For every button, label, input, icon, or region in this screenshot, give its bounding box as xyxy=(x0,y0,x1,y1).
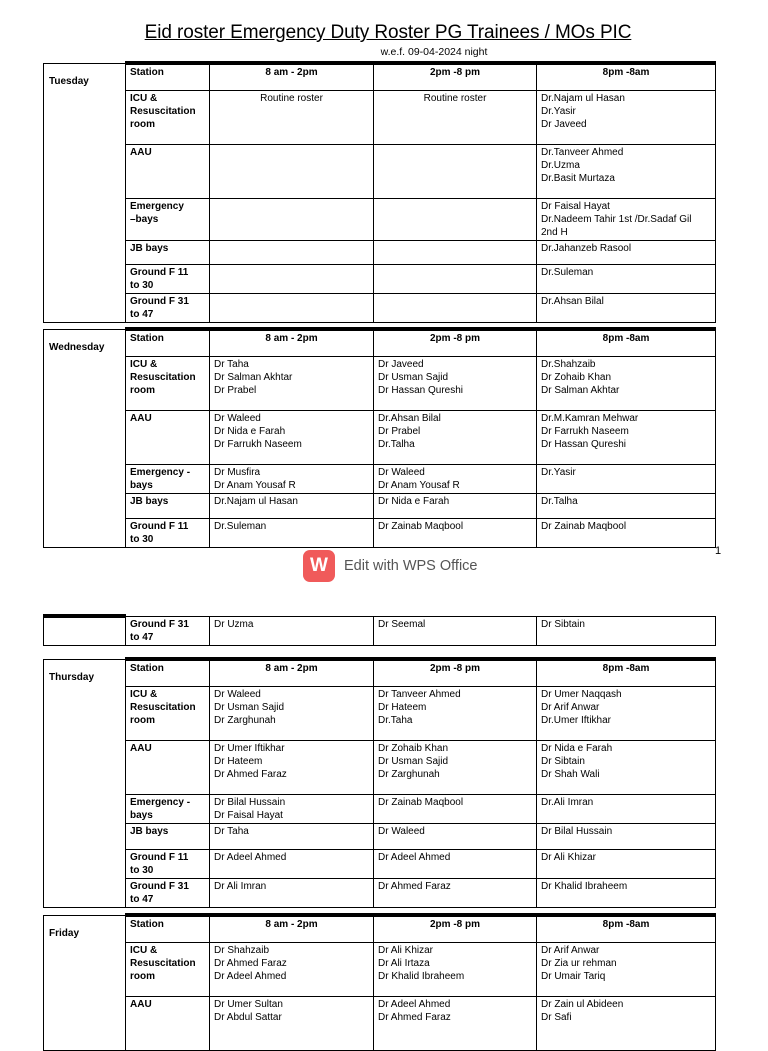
duty-cell-line: Dr Zohaib Khan xyxy=(378,742,449,754)
station-cell-line: Ground F 11 xyxy=(130,520,189,532)
duty-cell-line: Dr Bilal Hussain xyxy=(541,825,613,837)
duty-cell-line: Dr Prabel xyxy=(378,425,421,437)
station-cell-line: Ground F 31 xyxy=(130,880,189,892)
station-cell-line: Ground F 11 xyxy=(130,851,189,863)
duty-cell xyxy=(537,240,716,264)
station-cell xyxy=(126,823,210,849)
duty-cell-line: Dr.Uzma xyxy=(541,159,580,171)
duty-cell-line: Dr Taha xyxy=(214,358,249,370)
duty-cell xyxy=(374,198,537,240)
table-row xyxy=(44,293,716,322)
station-cell xyxy=(126,878,210,907)
duty-cell xyxy=(210,518,374,547)
station-cell-line: Emergency - xyxy=(130,466,191,478)
duty-cell xyxy=(374,996,537,1050)
table-row xyxy=(44,878,716,907)
station-cell-line: room xyxy=(130,714,155,726)
station-cell-line: room xyxy=(130,118,155,130)
page-title: Eid roster Emergency Duty Roster PG Trainees / MOs PIC xyxy=(144,22,632,43)
duty-cell xyxy=(537,942,716,996)
duty-cell xyxy=(374,493,537,518)
duty-cell xyxy=(210,90,374,144)
duty-cell xyxy=(374,686,537,740)
duty-cell-line: Dr Sibtain xyxy=(541,618,585,630)
duty-cell-line: Dr.Yasir xyxy=(541,466,576,478)
station-cell-line: to 47 xyxy=(130,308,154,320)
table-row xyxy=(44,740,716,794)
table-row xyxy=(44,686,716,740)
shift-header: 8pm -8am xyxy=(537,329,716,356)
duty-cell-line: Dr Umer Iftikhar xyxy=(214,742,285,754)
table-row xyxy=(44,616,716,645)
duty-cell xyxy=(374,264,537,293)
day-label: Friday xyxy=(44,915,126,1050)
station-cell-line: bays xyxy=(130,809,153,821)
duty-cell-line: Dr Javeed xyxy=(541,118,587,130)
station-cell xyxy=(126,264,210,293)
duty-cell xyxy=(210,823,374,849)
duty-cell-line: Dr Zainab Maqbool xyxy=(541,520,627,532)
table-row xyxy=(44,794,716,823)
duty-cell-line: Dr Javeed xyxy=(378,358,424,370)
station-cell xyxy=(126,410,210,464)
duty-cell xyxy=(210,464,374,493)
shift-header: 8pm -8am xyxy=(537,63,716,90)
duty-cell-line: Dr Musfira xyxy=(214,466,261,478)
wps-watermark xyxy=(303,550,478,582)
duty-cell-line: Dr Shahzaib xyxy=(214,944,270,956)
duty-cell-line: Dr Ahmed Faraz xyxy=(378,880,451,892)
duty-cell-line: Dr Ahmed Faraz xyxy=(214,768,287,780)
station-header: Station xyxy=(126,915,210,942)
duty-cell xyxy=(210,686,374,740)
duty-cell-line: Dr.Ali Imran xyxy=(541,796,594,808)
station-cell-line: to 30 xyxy=(130,533,154,545)
duty-cell-line: Dr.Ahsan Bilal xyxy=(378,412,441,424)
station-cell xyxy=(126,293,210,322)
duty-cell-line: Dr Waleed xyxy=(214,688,261,700)
station-cell-line: ICU & xyxy=(130,92,158,104)
duty-cell xyxy=(210,849,374,878)
station-cell-line: Resuscitation xyxy=(130,105,196,117)
duty-cell xyxy=(537,198,716,240)
duty-cell-line: Dr Tanveer Ahmed xyxy=(378,688,461,700)
duty-cell xyxy=(210,616,374,645)
duty-cell xyxy=(374,823,537,849)
duty-cell-line: Dr.Tanveer Ahmed xyxy=(541,146,624,158)
station-cell-line: Ground F 31 xyxy=(130,295,189,307)
duty-cell xyxy=(374,616,537,645)
duty-cell xyxy=(210,794,374,823)
duty-cell-line: Dr.Najam ul Hasan xyxy=(214,495,298,507)
duty-cell-line: Dr.Jahanzeb Rasool xyxy=(541,242,632,254)
station-header: Station xyxy=(126,329,210,356)
station-cell-line: bays xyxy=(130,479,153,491)
friday-table xyxy=(43,913,716,1051)
duty-cell xyxy=(210,878,374,907)
station-cell xyxy=(126,686,210,740)
table-row xyxy=(44,823,716,849)
duty-cell xyxy=(537,616,716,645)
station-cell xyxy=(126,794,210,823)
station-cell-line: AAU xyxy=(130,146,152,158)
duty-cell xyxy=(537,740,716,794)
tuesday-table xyxy=(43,61,716,323)
duty-cell xyxy=(374,942,537,996)
station-cell-line: JB bays xyxy=(130,825,169,837)
duty-cell-line: Dr Zain ul Abideen xyxy=(541,998,624,1010)
station-cell-line: Resuscitation xyxy=(130,371,196,383)
station-cell xyxy=(126,198,210,240)
shift-header: 8 am - 2pm xyxy=(210,329,374,356)
duty-cell-line: Dr Taha xyxy=(214,825,249,837)
duty-cell xyxy=(374,90,537,144)
duty-cell xyxy=(374,410,537,464)
duty-cell-line: Dr.Basit Murtaza xyxy=(541,172,615,184)
day-label: Wednesday xyxy=(44,329,126,547)
duty-cell-line: Dr Sibtain xyxy=(541,755,585,767)
station-cell-line: –bays xyxy=(130,213,159,225)
station-header: Station xyxy=(126,63,210,90)
duty-cell-line: Dr Farrukh Naseem xyxy=(214,438,302,450)
duty-cell-line: Dr.Umer Iftikhar xyxy=(541,714,612,726)
duty-cell xyxy=(537,878,716,907)
day-label: Thursday xyxy=(44,659,126,907)
duty-cell xyxy=(537,493,716,518)
duty-cell-line: Dr Usman Sajid xyxy=(378,755,449,767)
station-cell-line: Resuscitation xyxy=(130,701,196,713)
duty-cell-line: Dr.Ahsan Bilal xyxy=(541,295,604,307)
duty-cell xyxy=(537,464,716,493)
duty-cell-line: Dr Usman Sajid xyxy=(214,701,285,713)
duty-cell xyxy=(374,464,537,493)
station-cell-line: Resuscitation xyxy=(130,957,196,969)
duty-cell xyxy=(374,356,537,410)
shift-header: 8 am - 2pm xyxy=(210,659,374,686)
duty-cell-line: Dr Ahmed Faraz xyxy=(214,957,287,969)
duty-cell-line: Dr Nida e Farah xyxy=(541,742,613,754)
duty-cell-line: Routine roster xyxy=(260,92,323,104)
duty-cell-line: Dr Adeel Ahmed xyxy=(378,851,451,863)
duty-cell xyxy=(537,686,716,740)
duty-cell-line: Dr Usman Sajid xyxy=(378,371,449,383)
station-cell xyxy=(126,849,210,878)
shift-header: 2pm -8 pm xyxy=(374,659,537,686)
duty-cell xyxy=(537,293,716,322)
table-row xyxy=(44,144,716,198)
duty-cell xyxy=(374,849,537,878)
station-cell-line: AAU xyxy=(130,998,152,1010)
duty-cell xyxy=(537,90,716,144)
duty-cell-line: Dr Zainab Maqbool xyxy=(378,520,464,532)
duty-cell-line: Dr Uzma xyxy=(214,618,254,630)
table-row xyxy=(44,518,716,547)
station-cell xyxy=(126,518,210,547)
wps-logo-icon: W xyxy=(303,550,335,582)
station-cell xyxy=(126,616,210,645)
duty-cell xyxy=(210,942,374,996)
duty-cell xyxy=(374,794,537,823)
duty-cell xyxy=(210,493,374,518)
table-row xyxy=(44,240,716,264)
wednesday-table xyxy=(43,327,716,548)
duty-cell-line: Dr Zohaib Khan xyxy=(541,371,612,383)
duty-cell-line: Dr Zia ur rehman xyxy=(541,957,617,969)
shift-header: 2pm -8 pm xyxy=(374,329,537,356)
duty-cell-line: Dr Hateem xyxy=(214,755,263,767)
duty-cell-line: Dr Adeel Ahmed xyxy=(214,970,287,982)
duty-cell-line: Dr Prabel xyxy=(214,384,257,396)
duty-cell xyxy=(210,740,374,794)
duty-cell-line: Dr Seemal xyxy=(378,618,426,630)
shift-header: 8 am - 2pm xyxy=(210,63,374,90)
station-cell xyxy=(126,942,210,996)
station-cell xyxy=(126,144,210,198)
duty-cell xyxy=(374,240,537,264)
duty-cell-line: Dr Khalid Ibraheem xyxy=(541,880,628,892)
duty-cell-line: Dr Adeel Ahmed xyxy=(214,851,287,863)
duty-cell xyxy=(210,996,374,1050)
table-row xyxy=(44,198,716,240)
duty-cell-line: Dr Waleed xyxy=(378,466,425,478)
duty-cell-line: Dr Ali Imran xyxy=(214,880,267,892)
duty-cell-line: Dr Faisal Hayat xyxy=(214,809,283,821)
duty-cell-line: Dr Zarghunah xyxy=(214,714,276,726)
duty-cell-line: Dr Anam Yousaf R xyxy=(214,479,296,491)
duty-cell-line: Dr Nida e Farah xyxy=(378,495,450,507)
station-cell-line: Emergency - xyxy=(130,796,191,808)
duty-cell-line: Dr Salman Akhtar xyxy=(214,371,293,383)
duty-cell xyxy=(537,996,716,1050)
station-cell-line: Ground F 11 xyxy=(130,266,189,278)
duty-cell-line: Dr.Nadeem Tahir 1st /Dr.Sadaf Gil xyxy=(541,213,692,225)
table-row xyxy=(44,849,716,878)
station-cell-line: JB bays xyxy=(130,495,169,507)
duty-cell-line: Dr.Shahzaib xyxy=(541,358,596,370)
station-cell-line: Emergency xyxy=(130,200,184,212)
station-cell-line: AAU xyxy=(130,742,152,754)
duty-cell xyxy=(374,740,537,794)
station-cell xyxy=(126,356,210,410)
station-cell xyxy=(126,996,210,1050)
duty-cell xyxy=(537,849,716,878)
duty-cell xyxy=(374,518,537,547)
table-row xyxy=(44,942,716,996)
station-cell xyxy=(126,740,210,794)
station-cell-line: ICU & xyxy=(130,944,158,956)
shift-header: 8pm -8am xyxy=(537,915,716,942)
duty-cell-line: Dr Arif Anwar xyxy=(541,944,600,956)
duty-cell-line: Dr.Yasir xyxy=(541,105,576,117)
station-cell-line: ICU & xyxy=(130,358,158,370)
table-row xyxy=(44,264,716,293)
day-label: Tuesday xyxy=(44,63,126,322)
station-cell-line: room xyxy=(130,970,155,982)
station-cell-line: AAU xyxy=(130,412,152,424)
table-row xyxy=(44,464,716,493)
duty-cell-line: Dr Waleed xyxy=(214,412,261,424)
duty-cell-line: Dr Adeel Ahmed xyxy=(378,998,451,1010)
page-subtitle: w.e.f. 09-04-2024 night xyxy=(380,46,488,58)
duty-cell xyxy=(374,878,537,907)
duty-cell-line: Dr Bilal Hussain xyxy=(214,796,286,808)
duty-cell xyxy=(210,240,374,264)
table-row xyxy=(44,410,716,464)
duty-cell-line: Dr.Suleman xyxy=(541,266,594,278)
duty-cell-line: Dr Ali Khizar xyxy=(541,851,597,863)
table-row xyxy=(44,90,716,144)
station-cell-line: to 30 xyxy=(130,279,154,291)
duty-cell-line: Dr Arif Anwar xyxy=(541,701,600,713)
duty-cell xyxy=(210,356,374,410)
station-cell-line: ICU & xyxy=(130,688,158,700)
station-cell xyxy=(126,464,210,493)
duty-cell xyxy=(374,144,537,198)
station-cell-line: JB bays xyxy=(130,242,169,254)
duty-cell-line: Dr Zainab Maqbool xyxy=(378,796,464,808)
duty-cell-line: Dr Salman Akhtar xyxy=(541,384,620,396)
station-cell-line: room xyxy=(130,384,155,396)
duty-cell-line: Dr Anam Yousaf R xyxy=(378,479,460,491)
thursday-table xyxy=(43,657,716,908)
duty-cell-line: Dr Waleed xyxy=(378,825,425,837)
duty-cell xyxy=(537,794,716,823)
duty-cell-line: Dr Umer Sultan xyxy=(214,998,283,1010)
duty-cell-line: Dr Faisal Hayat xyxy=(541,200,610,212)
duty-cell-line: Dr.M.Kamran Mehwar xyxy=(541,412,639,424)
duty-cell-line: 2nd H xyxy=(541,226,568,238)
duty-cell xyxy=(537,264,716,293)
station-header: Station xyxy=(126,659,210,686)
duty-cell-line: Dr Khalid Ibraheem xyxy=(378,970,465,982)
station-cell xyxy=(126,240,210,264)
station-cell xyxy=(126,493,210,518)
duty-cell-line: Dr.Talha xyxy=(378,438,415,450)
duty-cell xyxy=(537,823,716,849)
duty-cell-line: Dr Ali Irtaza xyxy=(378,957,430,969)
duty-cell-line: Dr Ali Khizar xyxy=(378,944,434,956)
duty-cell xyxy=(210,410,374,464)
station-cell-line: to 47 xyxy=(130,893,154,905)
duty-cell xyxy=(374,293,537,322)
day-label-empty xyxy=(44,616,126,645)
page-number: 1 xyxy=(715,545,722,557)
wednesday-continued-table xyxy=(43,614,716,646)
duty-cell-line: Dr.Talha xyxy=(541,495,578,507)
duty-cell-line: Dr.Suleman xyxy=(214,520,267,532)
duty-cell-line: Dr Hassan Qureshi xyxy=(378,384,464,396)
table-row xyxy=(44,996,716,1050)
duty-cell-line: Dr Nida e Farah xyxy=(214,425,286,437)
table-row xyxy=(44,493,716,518)
duty-cell xyxy=(537,356,716,410)
duty-cell-line: Dr Umer Naqqash xyxy=(541,688,622,700)
shift-header: 8 am - 2pm xyxy=(210,915,374,942)
duty-cell xyxy=(210,264,374,293)
table-row xyxy=(44,356,716,410)
shift-header: 2pm -8 pm xyxy=(374,63,537,90)
wps-watermark-text: Edit with WPS Office xyxy=(344,558,478,574)
station-cell xyxy=(126,90,210,144)
station-cell-line: to 47 xyxy=(130,631,154,643)
station-cell-line: Ground F 31 xyxy=(130,618,189,630)
duty-cell-line: Dr Hateem xyxy=(378,701,427,713)
duty-cell-line: Dr Farrukh Naseem xyxy=(541,425,629,437)
duty-cell xyxy=(210,144,374,198)
duty-cell-line: Dr Ahmed Faraz xyxy=(378,1011,451,1023)
shift-header: 2pm -8 pm xyxy=(374,915,537,942)
duty-cell xyxy=(210,198,374,240)
duty-cell-line: Dr.Taha xyxy=(378,714,413,726)
station-cell-line: to 30 xyxy=(130,864,154,876)
duty-cell-line: Dr Umair Tariq xyxy=(541,970,606,982)
shift-header: 8pm -8am xyxy=(537,659,716,686)
duty-cell xyxy=(210,293,374,322)
duty-cell-line: Dr Shah Wali xyxy=(541,768,600,780)
duty-cell-line: Dr.Najam ul Hasan xyxy=(541,92,625,104)
duty-cell xyxy=(537,410,716,464)
duty-cell xyxy=(537,518,716,547)
duty-cell-line: Routine roster xyxy=(423,92,487,104)
duty-cell-line: Dr Safi xyxy=(541,1011,572,1023)
duty-cell-line: Dr Abdul Sattar xyxy=(214,1011,282,1023)
duty-cell xyxy=(537,144,716,198)
duty-cell-line: Dr Zarghunah xyxy=(378,768,440,780)
duty-cell-line: Dr Hassan Qureshi xyxy=(541,438,627,450)
